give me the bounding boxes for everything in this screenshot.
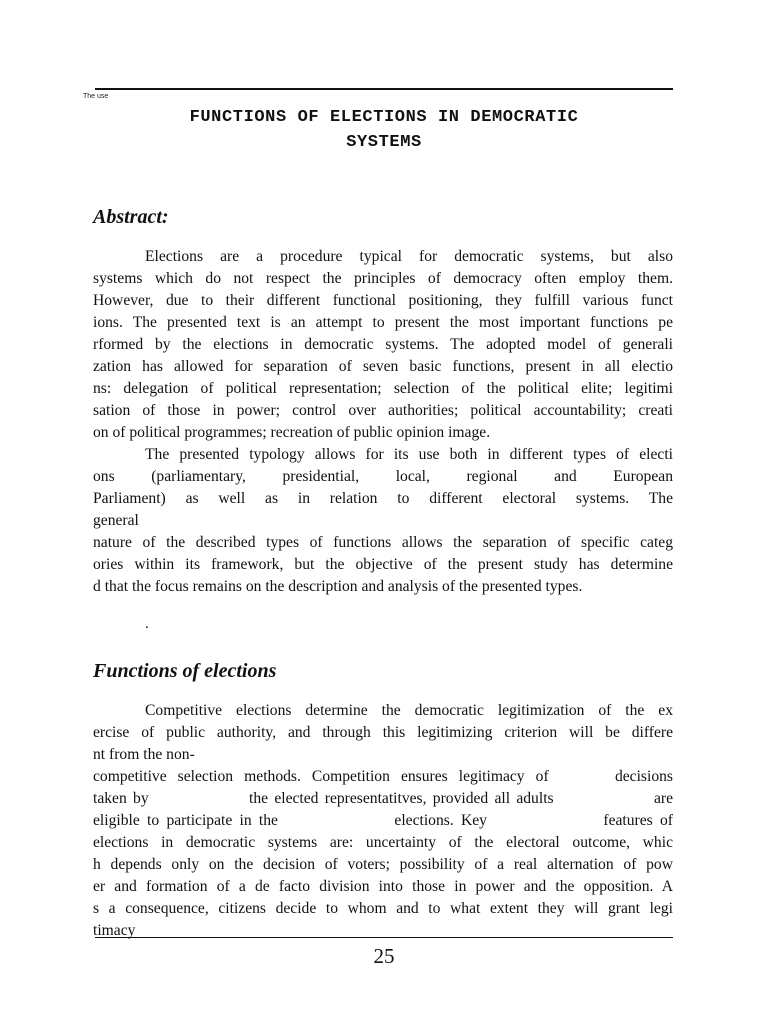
functions-body — [93, 700, 673, 942]
abstract-body — [93, 246, 673, 598]
text-line: ions. The presented text is an attempt to present the most important functions pe — [93, 314, 673, 331]
text-line: taken by the elected representatitves, provided all adults are — [93, 790, 673, 807]
stray-dot: . — [145, 616, 149, 632]
text-line: nature of the described types of functions allows the separation of specific categ — [93, 534, 673, 551]
title-line: SYSTEMS — [346, 133, 422, 152]
functions-heading: Functions of elections — [93, 660, 277, 682]
text-line: zation has allowed for separation of seven basic functions, present in all electio — [93, 358, 673, 375]
text-line: competitive selection methods. Competition ensures legitimacy of decisions — [93, 768, 673, 785]
page-title — [95, 105, 673, 155]
text-line: d that the focus remains on the description and analysis of the presented types. — [93, 578, 583, 595]
text-line: s a consequence, citizens decide to whom and to what extent they will grant legi — [93, 900, 673, 917]
page-number: 25 — [373, 944, 395, 968]
text-line: However, due to their different functional positioning, they fulfill various funct — [93, 292, 673, 309]
footer-rule — [95, 937, 673, 938]
text-line: elections in democratic systems are: uncertainty of the electoral outcome, whic — [93, 834, 673, 851]
text-line: The presented typology allows for its use both in different types of electi — [145, 446, 673, 463]
text-line: ons (parliamentary, presidential, local, regional and European — [93, 468, 673, 485]
text-line: ercise of public authority, and through this legitimizing criterion will be differe — [93, 724, 673, 741]
text-line: eligible to participate in the elections. Key features of — [93, 812, 673, 829]
text-line: rformed by the elections in democratic systems. The adopted model of generali — [93, 336, 673, 353]
text-line: er and formation of a de facto division into those in power and the opposition. A — [93, 878, 673, 895]
text-line: nt from the non- — [93, 746, 195, 763]
text-line: ns: delegation of political representation; selection of the political elite; legitimi — [93, 380, 673, 397]
text-line: Competitive elections determine the democratic legitimization of the ex — [145, 702, 673, 719]
text-line: Elections are a procedure typical for democratic systems, but also — [145, 248, 673, 265]
text-line: Parliament) as well as in relation to different electoral systems. The — [93, 490, 673, 507]
text-line: sation of those in power; control over authorities; political accountability; creati — [93, 402, 673, 419]
title-line: FUNCTIONS OF ELECTIONS IN DEMOCRATIC — [189, 108, 579, 127]
text-line: ories within its framework, but the objective of the present study has determine — [93, 556, 673, 573]
header-rule — [95, 88, 673, 90]
abstract-heading: Abstract: — [93, 206, 169, 228]
text-line: on of political programmes; recreation of public opinion image. — [93, 424, 491, 441]
text-line: timacy — [93, 922, 136, 939]
text-line: h depends only on the decision of voters; possibility of a real alternation of pow — [93, 856, 673, 873]
text-line: systems which do not respect the principles of democracy often employ them. — [93, 270, 673, 287]
running-head: The use — [83, 93, 109, 100]
text-line: general — [93, 512, 139, 529]
